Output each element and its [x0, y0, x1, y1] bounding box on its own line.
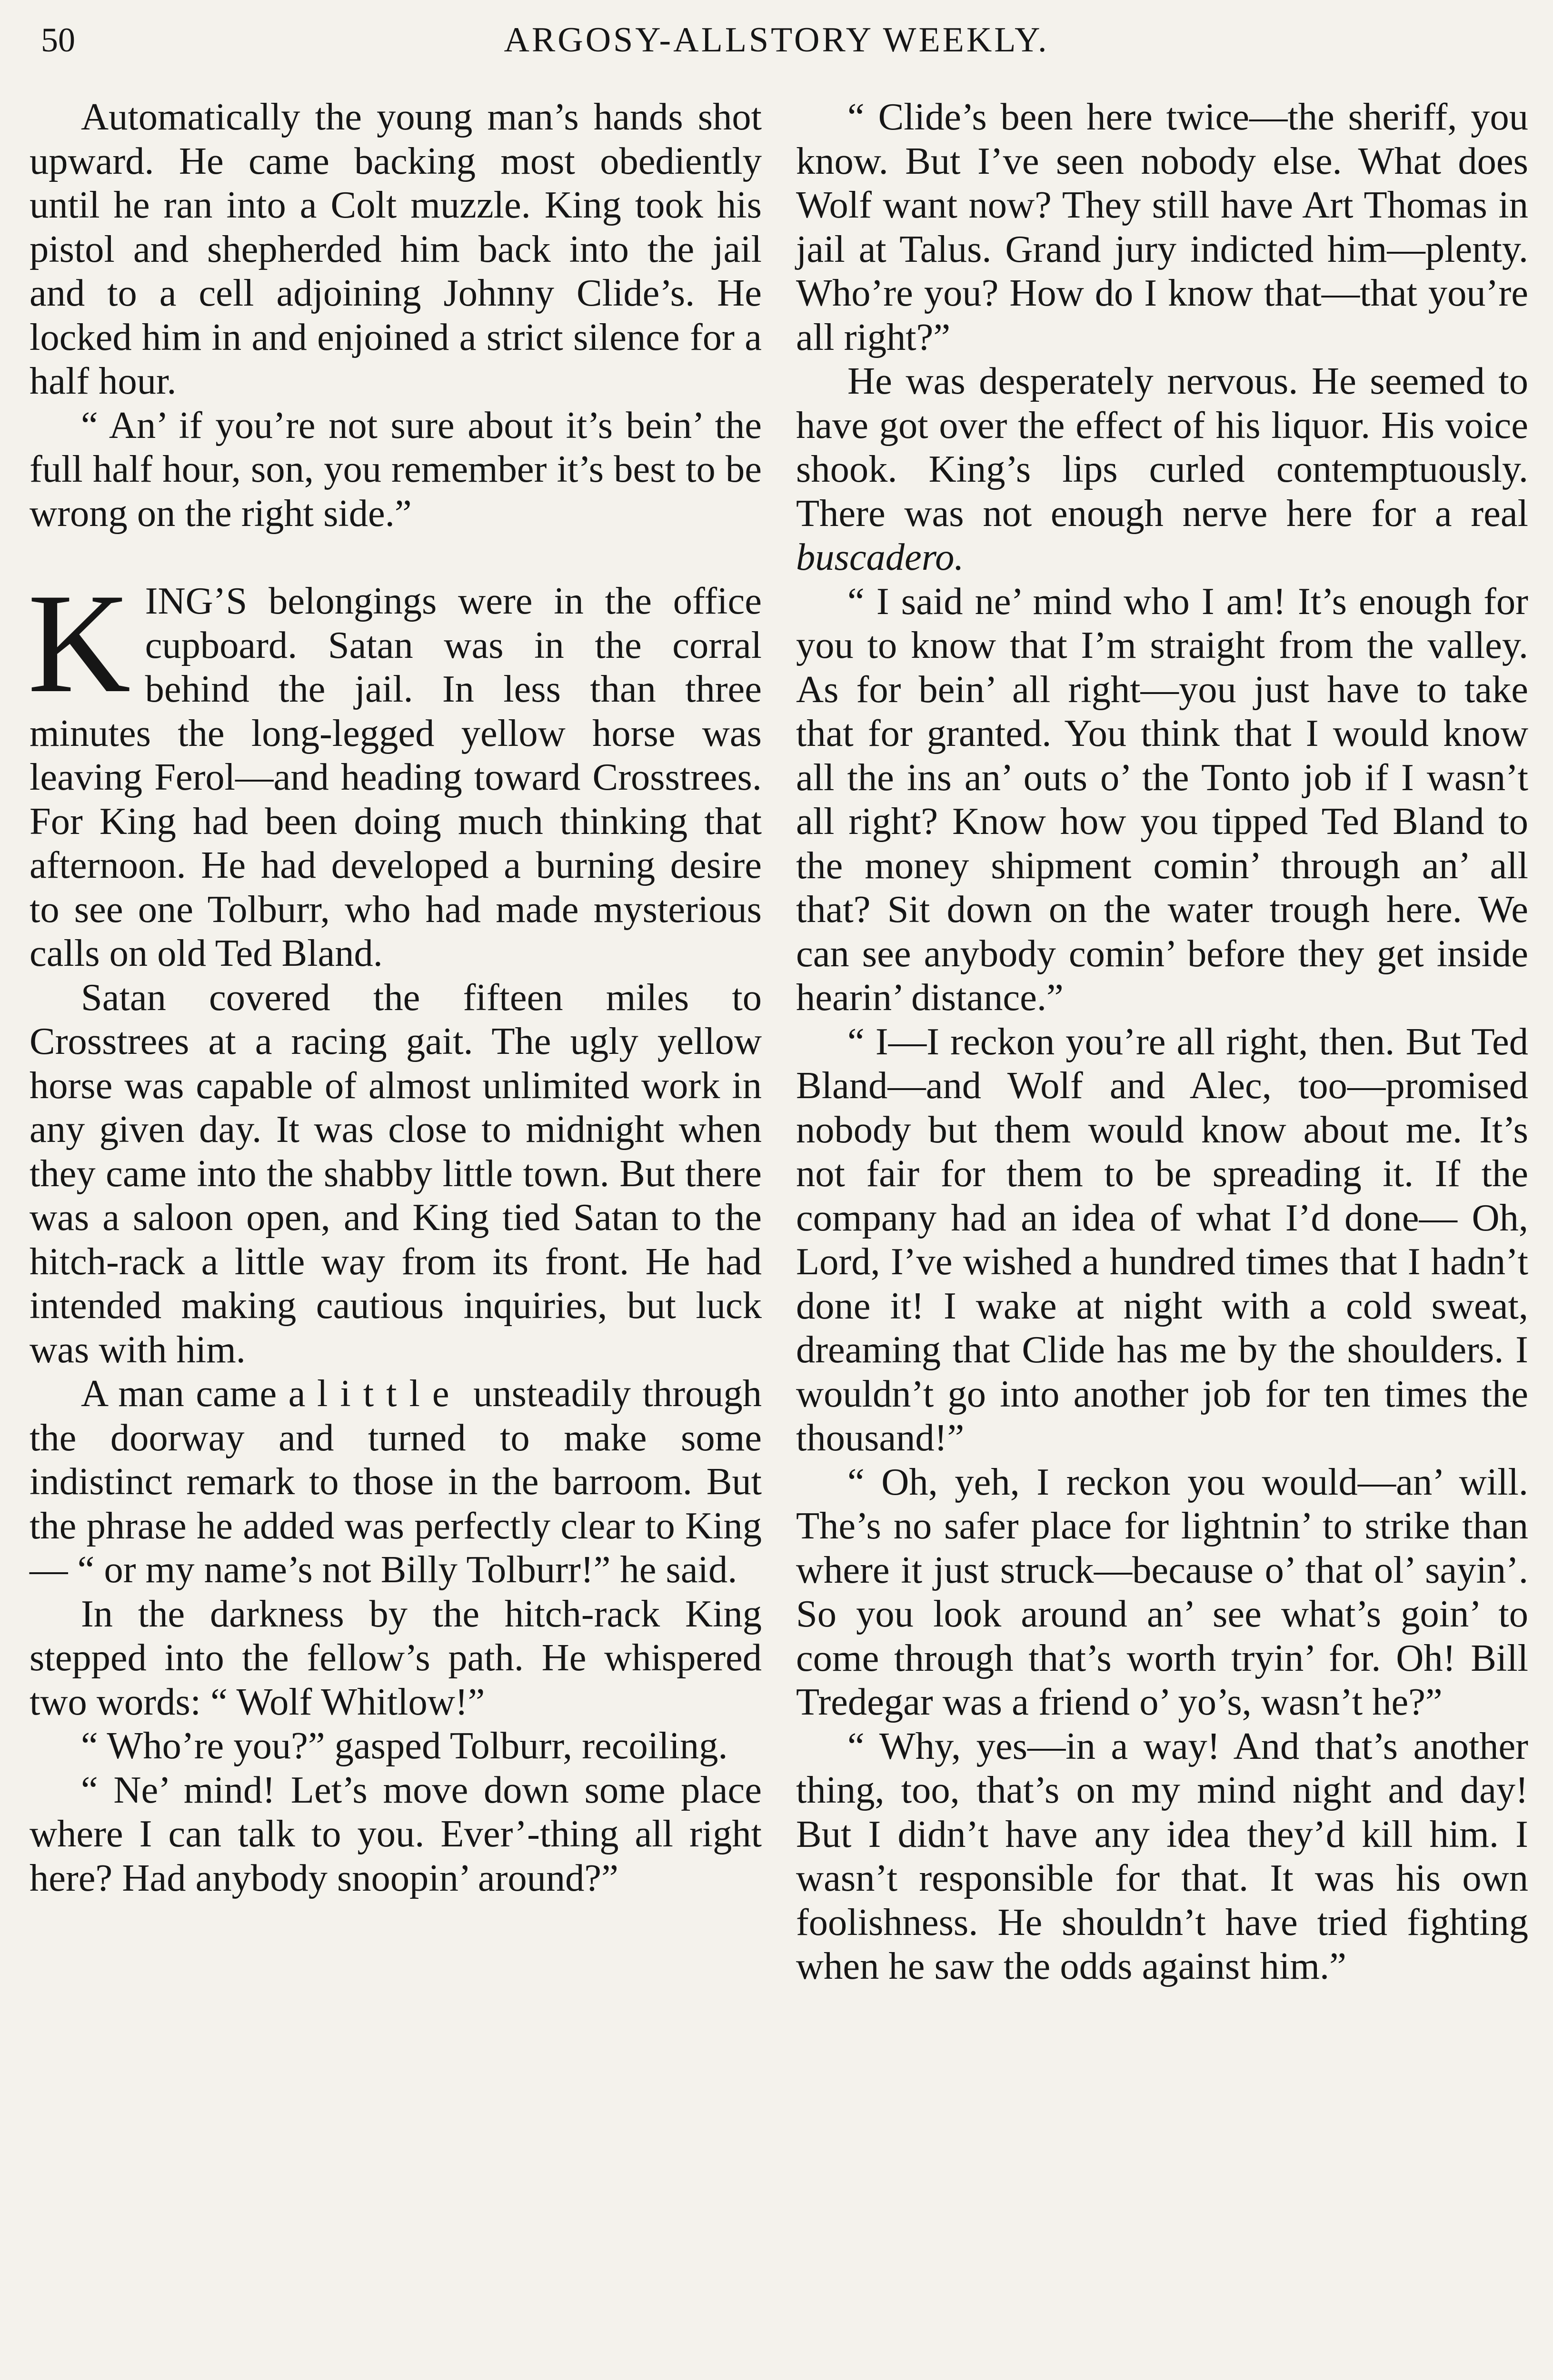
paragraph: “ I said ne’ mind who I am! It’s enough for you to know that I’m straight from the valley. As for bein’ all right—you just have to take that for granted. You think that I would know all the ins an’ outs o’ the Tonto job if I wasn’t all right? Know how you tipped Ted Bland to the money shipment comin’ through an’ all that? Sit down on the water trough here. We can see anybody comin’ before they get inside hearin’ distance.”: [796, 580, 1528, 1019]
paragraph: Satan covered the fifteen miles to Crosstrees at a racing gait. The ugly yellow horse was capable of almost unlimited work in any given day. It was close to midnight when they came into the shabby little town. But there was a saloon open, and King tied Satan to the hitch-rack a little way from its front. He had intended making cautious inquiries, but luck was with him.: [30, 976, 762, 1371]
page-number: 50: [41, 21, 75, 59]
paragraph: “ Who’re you?” gasped Tolburr, recoiling.: [81, 1725, 728, 1767]
section-break: [30, 536, 762, 579]
left-column: [30, 95, 762, 1900]
section-opening-paragraph: [28, 564, 762, 976]
paragraph-text: ING’S belongings were in the office cupboard. Satan was in the corral behind the jail. In less than three minutes the long-legged yellow horse was leaving Ferol—and heading toward Crosstrees. For King had been doing much thinking that afternoon. He had developed a burning desire to see one Tolburr, who had made mysterious calls on old Ted Bland.: [30, 580, 762, 974]
paragraph: “ An’ if you’re not sure about it’s bein’ the full half hour, son, you remember it’s best to be wrong on the right side.”: [30, 404, 762, 535]
running-title: ARGOSY-ALLSTORY WEEKLY.: [504, 20, 1049, 60]
paragraph-text: A man came a: [81, 1372, 318, 1415]
paragraph-text: He was desperately nervous. He seemed to have got over the effect of his liquor. His voice shook. King’s lips curled contemptuously. There was not enough nerve here for a real: [796, 360, 1528, 535]
page-header: [30, 14, 1523, 67]
paragraph: Automatically the young man’s hands shot upward. He came backing most obediently until he ran into a Colt muzzle. King took his pistol and shepherded him back into the jail and to a cell adjoining Johnny Clide’s. He locked him in and enjoined a strict silence for a half hour.: [30, 96, 762, 402]
paragraph: “ Oh, yeh, I reckon you would—an’ will. The’s no safer place for lightnin’ to strike than where it just struck—because o’ that ol’ sayin’. So you look around an’ see what’s goin’ to come through that’s worth tryin’ for. Oh! Bill Tredegar was a friend o’ yo’s, wasn’t he?”: [796, 1460, 1528, 1723]
paragraph: In the darkness by the hitch-rack King stepped into the fellow’s path. He whispered two words: “ Wolf Whitlow!”: [30, 1592, 762, 1723]
paragraph: “ Clide’s been here twice—the sheriff, you know. But I’ve seen nobody else. What does Wolf want now? They still have Art Thomas in jail at Talus. Grand jury indicted him—plenty. Who’re you? How do I know that—that you’re all right?”: [796, 96, 1528, 358]
right-column: [796, 95, 1528, 1989]
paragraph: [796, 359, 1528, 580]
drop-cap: K: [28, 564, 131, 722]
paragraph: “ I—I reckon you’re all right, then. But Ted Bland—and Wolf and Alec, too—promised nobody but them would know about me. It’s not fair for them to be spreading it. If the company had an idea of what I’d done— Oh, Lord, I’ve wished a hundred times that I hadn’t done it! I wake at night with a cold sweat, dreaming that Clide has me by the shoulders. I wouldn’t go into another job for ten times the thousand!”: [796, 1020, 1528, 1459]
paragraph: “ Why, yes—in a way! And that’s another thing, too, that’s on my mind night and day! But I didn’t have any idea they’d kill him. I wasn’t responsible for that. It was his own foolishness. He shouldn’t have tried fighting when he saw the odds against him.”: [796, 1725, 1528, 1987]
paragraph-text: unsteadily through the doorway and turned to make some indistinct remark to those in the barroom. But the phrase he added was perfectly clear to King— “ or my name’s not Billy Tolburr!” he said.: [30, 1372, 762, 1591]
paragraph: [30, 1372, 762, 1592]
italic-word: buscadero.: [796, 536, 964, 578]
paragraph: “ Ne’ mind! Let’s move down some place where I can talk to you. Ever’-thing all right here? Had anybody snoopin’ around?”: [30, 1768, 762, 1899]
spaced-word: little: [317, 1372, 462, 1415]
